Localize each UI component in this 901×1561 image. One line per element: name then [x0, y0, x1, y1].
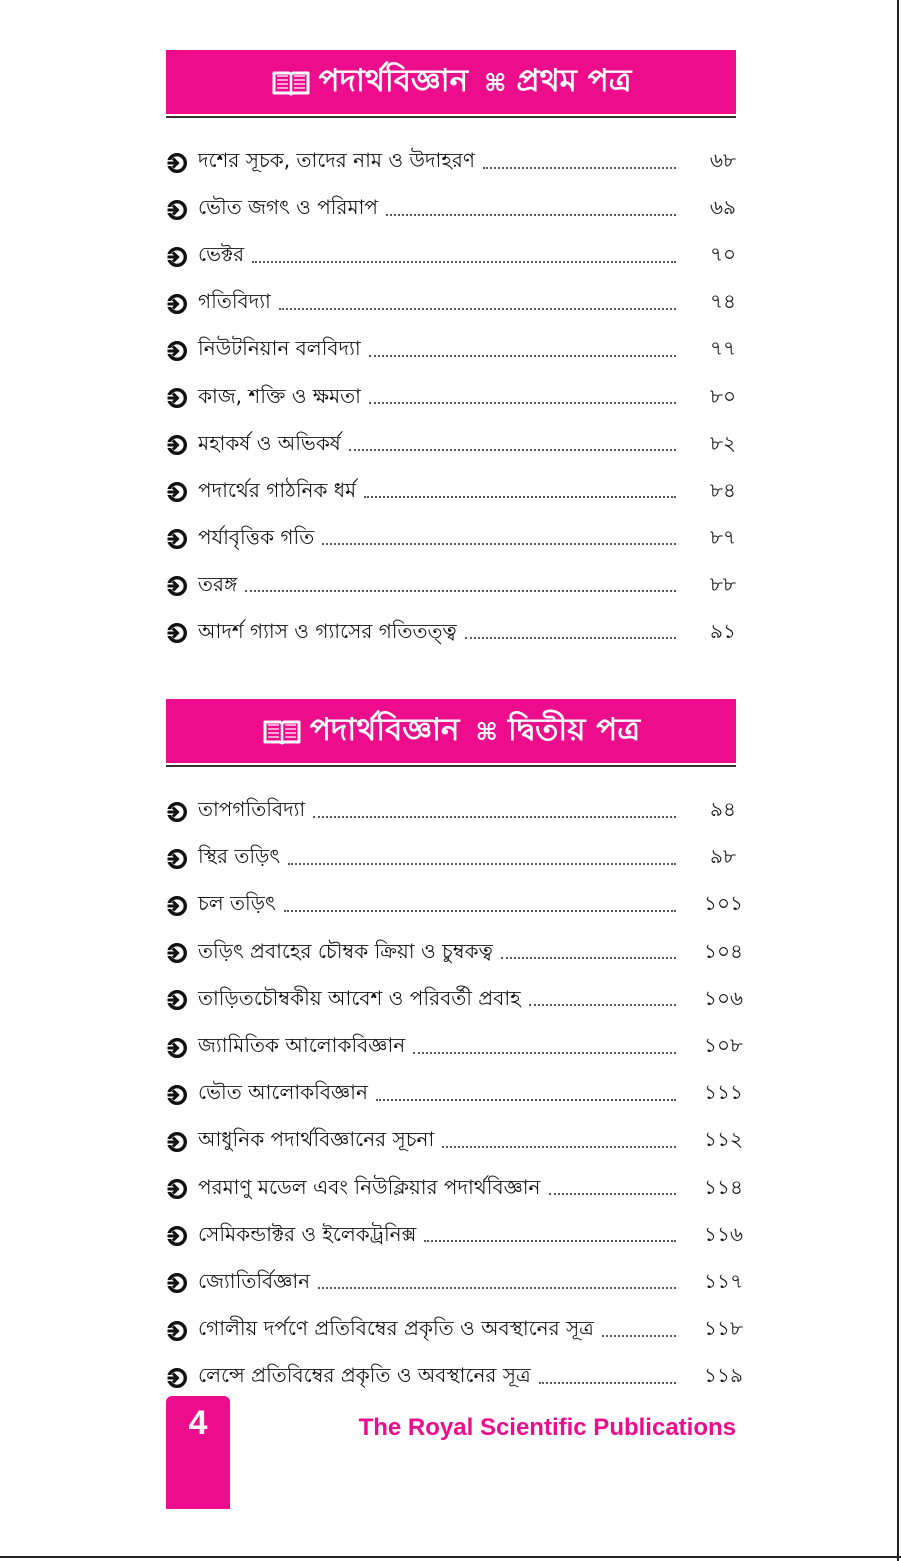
arrow-circle-right-icon: [166, 1131, 188, 1153]
dot-leader: [245, 590, 676, 592]
toc-entry-title: আধুনিক পদার্থবিজ্ঞানের সূচনা: [198, 1127, 435, 1152]
toc-entry[interactable]: [166, 1118, 743, 1165]
toc-entry[interactable]: [166, 233, 736, 280]
header-rule: [166, 116, 736, 118]
arrow-circle-right-icon: [166, 1178, 188, 1200]
toc-entry[interactable]: [166, 788, 736, 835]
toc-entry[interactable]: [166, 1166, 743, 1213]
toc-entry-page: ৯৪: [710, 797, 736, 822]
toc-entry[interactable]: [166, 882, 743, 929]
dot-leader: [313, 816, 676, 818]
toc-entry-title: পর্যাবৃত্তিক গতি: [198, 524, 315, 549]
arrow-circle-right-icon: [166, 575, 188, 597]
dot-leader: [369, 355, 676, 357]
dot-leader: [413, 1052, 676, 1054]
arrow-circle-right-icon: [166, 387, 188, 409]
toc-entry-page: ১১১: [704, 1080, 743, 1105]
dot-leader: [288, 863, 676, 865]
arrow-circle-right-icon: [166, 528, 188, 550]
dot-leader: [424, 1240, 676, 1242]
arrow-circle-right-icon: [166, 1367, 188, 1389]
command-key-icon: ⌘: [475, 718, 498, 746]
toc-list: [166, 139, 736, 657]
toc-entry-page: ১০১: [704, 891, 743, 916]
toc-entry[interactable]: [166, 186, 736, 233]
arrow-circle-right-icon: [166, 848, 188, 870]
arrow-circle-right-icon: [166, 942, 188, 964]
toc-entry-page: ১০৪: [704, 938, 743, 963]
dot-leader: [539, 1382, 676, 1384]
toc-entry-page: ৬৮: [710, 148, 736, 173]
toc-entry-page: ৮৪: [710, 477, 736, 502]
toc-entry-title: তাড়িতচৌম্বকীয় আবেশ ও পরিবর্তী প্রবাহ: [198, 985, 521, 1010]
toc-entry[interactable]: [166, 930, 743, 977]
toc-entry-page: ১১২: [704, 1127, 743, 1152]
arrow-circle-right-icon: [166, 340, 188, 362]
header-paper: প্রথম পত্র: [516, 63, 632, 99]
toc-entry-title: আদর্শ গ্যাস ও গ্যাসের গতিতত্ত্ব: [198, 618, 457, 643]
toc-entry-page: ১১৪: [704, 1174, 743, 1199]
page-number-tab: [166, 1396, 230, 1509]
page-border-right: [897, 0, 899, 1561]
arrow-circle-right-icon: [166, 434, 188, 456]
toc-entry[interactable]: [166, 280, 736, 327]
toc-entry-title: নিউটনিয়ান বলবিদ্যা: [198, 336, 361, 361]
section-header: [166, 699, 736, 763]
arrow-circle-right-icon: [166, 199, 188, 221]
header-rule: [166, 765, 736, 767]
toc-entry-title: ভৌত জগৎ ও পরিমাপ: [198, 195, 379, 220]
toc-entry-page: ৭৪: [710, 289, 736, 314]
toc-entry-title: মহাকর্ষ ও অভিকর্ষ: [198, 430, 341, 455]
arrow-circle-right-icon: [166, 1272, 188, 1294]
dot-leader: [386, 214, 676, 216]
toc-entry-page: ৮০: [710, 383, 736, 408]
arrow-circle-right-icon: [166, 622, 188, 644]
toc-entry-page: ১০৮: [704, 1033, 743, 1058]
arrow-circle-right-icon: [166, 895, 188, 917]
toc-entry-title: গতিবিদ্যা: [198, 289, 271, 314]
toc-entry[interactable]: [166, 422, 736, 469]
toc-entry-page: ৯৮: [710, 844, 736, 869]
dot-leader: [364, 496, 676, 498]
arrow-circle-right-icon: [166, 152, 188, 174]
toc-entry[interactable]: [166, 1071, 743, 1118]
dot-leader: [483, 167, 676, 169]
toc-entry-title: পদার্থের গাঠনিক ধর্ম: [198, 477, 357, 502]
dot-leader: [322, 543, 676, 545]
toc-entry-title: পরমাণু মডেল এবং নিউক্লিয়ার পদার্থবিজ্ঞান: [198, 1174, 541, 1199]
arrow-circle-right-icon: [166, 1225, 188, 1247]
arrow-circle-right-icon: [166, 481, 188, 503]
toc-entry[interactable]: [166, 1354, 743, 1401]
dot-leader: [442, 1146, 676, 1148]
arrow-circle-right-icon: [166, 1084, 188, 1106]
dot-leader: [284, 910, 676, 912]
toc-entry-title: ভৌত আলোকবিজ্ঞান: [198, 1080, 368, 1105]
toc-entry-page: ৭৭: [709, 336, 736, 361]
toc-entry-title: জ্যামিতিক আলোকবিজ্ঞান: [198, 1033, 406, 1058]
arrow-circle-right-icon: [166, 293, 188, 315]
toc-entry-title: দশের সূচক, তাদের নাম ও উদাহরণ: [198, 148, 475, 173]
toc-entry-page: ১০৬: [704, 985, 743, 1010]
toc-entry-title: কাজ, শক্তি ও ক্ষমতা: [198, 383, 361, 408]
toc-entry-title: লেন্সে প্রতিবিম্বের প্রকৃতি ও অবস্থানের সূত্র: [198, 1363, 531, 1388]
command-key-icon: ⌘: [484, 69, 507, 97]
publisher-name: The Royal Scientific Publications: [358, 1414, 736, 1441]
dot-leader: [549, 1193, 677, 1195]
toc-entry-title: ভেক্টর: [198, 242, 245, 267]
toc-entry-page: ৮২: [710, 430, 736, 455]
open-book-icon: [262, 717, 302, 747]
toc-entry-page: ৯১: [710, 618, 736, 643]
toc-entry-page: ১১৯: [704, 1363, 743, 1388]
toc-entry-page: ৭০: [709, 242, 736, 267]
dot-leader: [369, 402, 676, 404]
arrow-circle-right-icon: [166, 1320, 188, 1342]
toc-entry-title: জ্যোতির্বিজ্ঞান: [198, 1268, 311, 1293]
dot-leader: [529, 1004, 676, 1006]
toc-entry[interactable]: [166, 977, 743, 1024]
toc-entry[interactable]: [166, 1024, 743, 1071]
toc-entry[interactable]: [166, 1307, 743, 1354]
toc-entry[interactable]: [166, 327, 736, 374]
toc-entry[interactable]: [166, 835, 736, 882]
dot-leader: [501, 957, 676, 959]
toc-entry[interactable]: [166, 139, 736, 186]
toc-section-first-paper: [166, 50, 736, 657]
toc-entry[interactable]: [166, 1213, 743, 1260]
toc-entry-page: ৬৯: [710, 195, 736, 220]
arrow-circle-right-icon: [166, 989, 188, 1011]
toc-entry-title: সেমিকন্ডাক্টর ও ইলেকট্রনিক্স: [198, 1221, 417, 1246]
toc-entry[interactable]: [166, 469, 736, 516]
toc-entry[interactable]: [166, 610, 736, 657]
dot-leader: [376, 1099, 676, 1101]
toc-entry-title: গোলীয় দর্পণে প্রতিবিম্বের প্রকৃতি ও অবস্থানের সূত্র: [198, 1316, 594, 1341]
toc-entry-page: ৮৮: [710, 571, 736, 596]
toc-entry[interactable]: [166, 516, 736, 563]
toc-entry-page: ১১৬: [704, 1221, 743, 1246]
page-number: 4: [188, 1404, 208, 1442]
page-border-bottom: [0, 1556, 901, 1558]
toc-entry-title: তরঙ্গ: [198, 571, 238, 596]
toc-section-second-paper: [166, 699, 743, 1401]
dot-leader: [318, 1287, 676, 1289]
toc-entry-title: তাপগতিবিদ্যা: [198, 797, 306, 822]
toc-entry[interactable]: [166, 1260, 743, 1307]
toc-entry[interactable]: [166, 374, 736, 421]
dot-leader: [465, 637, 676, 639]
header-paper: দ্বিতীয় পত্র: [507, 712, 641, 748]
header-subject: পদার্থবিজ্ঞান: [318, 63, 469, 99]
toc-entry-title: স্থির তড়িৎ: [198, 844, 281, 869]
dot-leader: [252, 261, 676, 263]
toc-entry-title: তড়িৎ প্রবাহের চৌম্বক ক্রিয়া ও চুম্বকত্ব: [198, 938, 493, 963]
toc-entry-page: ১১৭: [704, 1268, 743, 1293]
toc-entry-page: ১১৮: [704, 1316, 743, 1341]
section-header: [166, 50, 736, 114]
toc-entry[interactable]: [166, 563, 736, 610]
arrow-circle-right-icon: [166, 246, 188, 268]
dot-leader: [279, 308, 676, 310]
toc-entry-title: চল তড়িৎ: [198, 891, 276, 916]
toc-list: [166, 788, 743, 1401]
arrow-circle-right-icon: [166, 1037, 188, 1059]
arrow-circle-right-icon: [166, 801, 188, 823]
open-book-icon: [271, 68, 311, 98]
dot-leader: [602, 1335, 676, 1337]
dot-leader: [349, 449, 676, 451]
header-subject: পদার্থবিজ্ঞান: [309, 712, 460, 748]
toc-entry-page: ৮৭: [710, 524, 736, 549]
